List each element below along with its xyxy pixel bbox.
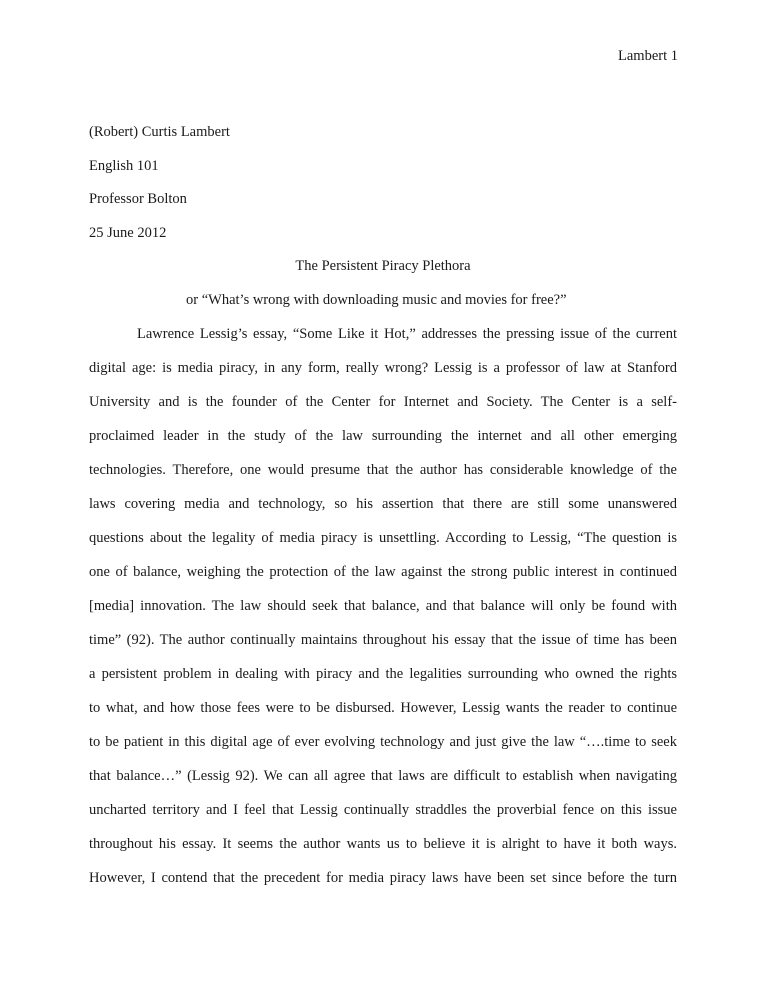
- essay-subtitle: or “What’s wrong with downloading music and movies for free?”: [186, 292, 567, 308]
- body-line: throughout his essay. It seems the author wants us to believe it is alright to have it both ways.: [89, 836, 677, 852]
- body-line: Lawrence Lessig’s essay, “Some Like it Hot,” addresses the pressing issue of the current: [137, 326, 677, 342]
- essay-date: 25 June 2012: [89, 225, 167, 241]
- body-line: time” (92). The author continually maintains throughout his essay that the issue of time has been: [89, 632, 677, 648]
- running-head: Lambert 1: [618, 48, 678, 64]
- author-name: (Robert) Curtis Lambert: [89, 124, 230, 140]
- body-line: one of balance, weighing the protection of the law against the strong public interest in continued: [89, 564, 677, 580]
- body-line: digital age: is media piracy, in any form, really wrong? Lessig is a professor of law at Stanford: [89, 360, 677, 376]
- course-name: English 101: [89, 158, 159, 174]
- body-line: a persistent problem in dealing with piracy and the legalities surrounding who owned the rights: [89, 666, 677, 682]
- essay-title: The Persistent Piracy Plethora: [295, 258, 471, 274]
- body-line: that balance…” (Lessig 92). We can all agree that laws are difficult to establish when navigating: [89, 768, 677, 784]
- body-line: to what, and how those fees were to be disbursed. However, Lessig wants the reader to continue: [89, 700, 677, 716]
- body-line: uncharted territory and I feel that Lessig continually straddles the proverbial fence on this issue: [89, 802, 677, 818]
- body-line: technologies. Therefore, one would presume that the author has considerable knowledge of the: [89, 462, 677, 478]
- body-line: [media] innovation. The law should seek that balance, and that balance will only be found with: [89, 598, 677, 614]
- body-line: However, I contend that the precedent for media piracy laws have been set since before the turn: [89, 870, 677, 886]
- body-line: proclaimed leader in the study of the law surrounding the internet and all other emerging: [89, 428, 677, 444]
- professor-name: Professor Bolton: [89, 191, 187, 207]
- body-line: University and is the founder of the Center for Internet and Society. The Center is a self-: [89, 394, 677, 410]
- body-line: questions about the legality of media piracy is unsettling. According to Lessig, “The question is: [89, 530, 677, 546]
- body-line: laws covering media and technology, so his assertion that there are still some unanswered: [89, 496, 677, 512]
- body-line: to be patient in this digital age of ever evolving technology and just give the law “….time to seek: [89, 734, 677, 750]
